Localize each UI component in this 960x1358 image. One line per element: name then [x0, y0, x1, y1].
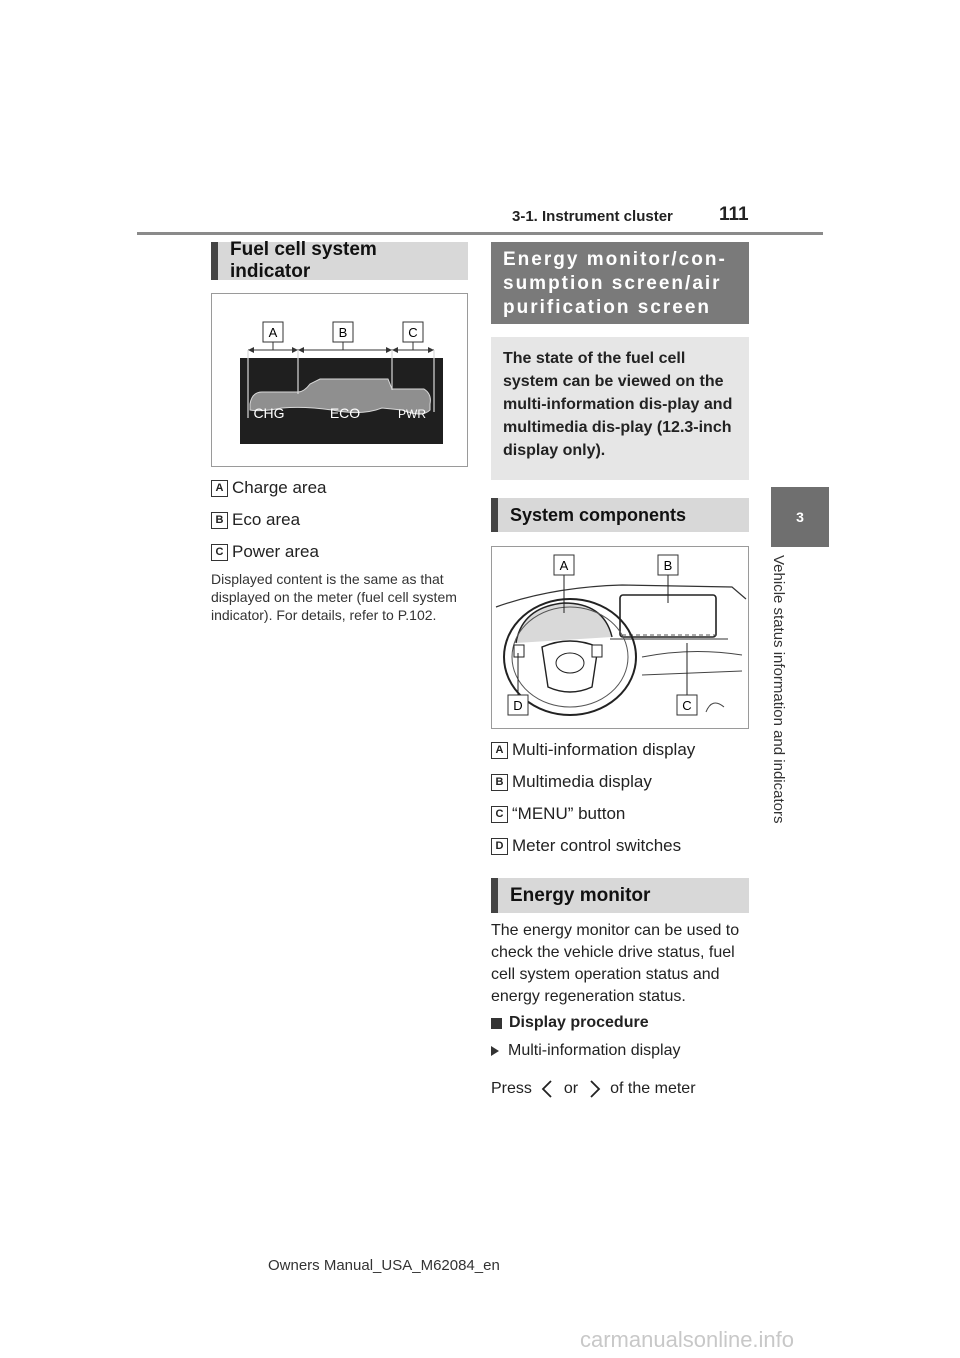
component-text-c: “MENU” button	[512, 804, 626, 823]
press-prefix: Press	[491, 1080, 532, 1097]
dashboard-illustration	[492, 547, 748, 728]
component-item-b	[491, 772, 652, 792]
figure-label-b: B	[338, 325, 348, 340]
procedure-item-row	[491, 1042, 681, 1060]
indicator-note: Displayed content is the same as that displayed on the meter (fuel cell system indicator). For details, refer to P.102.	[211, 571, 457, 623]
legend-text-a: Charge area	[232, 478, 327, 497]
component-label-a: A	[559, 558, 569, 573]
press-suffix: of the meter	[610, 1080, 696, 1097]
meter-label-eco: ECO	[329, 405, 361, 421]
legend-item-b	[211, 510, 300, 530]
fuel-cell-indicator-heading: Fuel cell system indicator	[211, 242, 468, 280]
press-or: or	[563, 1080, 579, 1097]
legend-item-a	[211, 478, 327, 498]
component-text-d: Meter control switches	[512, 836, 682, 855]
legend-text-c: Power area	[232, 542, 319, 561]
legend-badge-a: A	[211, 480, 228, 497]
legend-badge-b: B	[211, 512, 228, 529]
component-badge-c: C	[491, 806, 508, 823]
console-line-2	[642, 671, 742, 675]
component-badge-a: A	[491, 742, 508, 759]
triangle-bullet-icon	[491, 1046, 499, 1056]
meter-label-pwr: PWR	[398, 407, 426, 421]
page-number: 111	[719, 204, 749, 225]
energy-monitor-text: The energy monitor can be used to check the vehicle drive status, fuel cell system operation status and energy regeneration status.	[491, 922, 740, 1005]
console-line	[642, 651, 742, 657]
figure-label-a: A	[268, 325, 278, 340]
legend-item-c	[211, 542, 319, 562]
manual-id: Owners Manual_USA_M62084_en	[268, 1257, 500, 1274]
console-curve	[706, 703, 724, 712]
meter-control-switch-shape	[514, 645, 524, 657]
component-badge-b: B	[491, 774, 508, 791]
component-label-b: B	[663, 558, 673, 573]
legend-badge-c: C	[211, 544, 228, 561]
component-text-b: Multimedia display	[512, 772, 652, 791]
component-item-a	[491, 740, 695, 760]
component-badge-d: D	[491, 838, 508, 855]
figure-label-c: C	[408, 325, 418, 340]
section-title: 3-1. Instrument cluster	[512, 208, 673, 225]
chapter-title: Vehicle status information and indicators	[770, 555, 787, 824]
chevron-right-icon	[580, 1078, 608, 1100]
watermark: carmanualsonline.info	[580, 1327, 795, 1352]
procedure-item: Multi-information display	[508, 1042, 681, 1059]
summary-box: The state of the fuel cell system can be viewed on the multi-information dis-play and multimedia dis-play (12.3-inch display only).	[491, 337, 749, 480]
meter-label-chg: CHG	[253, 405, 285, 421]
system-components-heading: System components	[491, 498, 749, 532]
system-components-figure	[491, 546, 749, 729]
square-bullet-icon	[491, 1018, 502, 1029]
component-label-c: C	[682, 698, 692, 713]
component-item-c	[491, 804, 625, 824]
fuel-cell-indicator-figure	[211, 293, 468, 467]
component-text-a: Multi-information display	[512, 740, 696, 759]
chevron-left-icon	[534, 1078, 562, 1100]
component-item-d	[491, 836, 681, 856]
procedure-heading: Display procedure	[509, 1014, 649, 1031]
header-divider	[137, 232, 823, 235]
component-label-d: D	[513, 698, 523, 713]
steering-hub	[542, 641, 598, 692]
right-switch-shape	[592, 645, 602, 657]
chapter-tab: 3	[771, 487, 829, 547]
press-instruction	[491, 1078, 696, 1100]
chapter-title-vertical	[771, 555, 801, 870]
procedure-heading-row	[491, 1014, 649, 1032]
legend-text-b: Eco area	[232, 510, 301, 529]
energy-monitor-heading: Energy monitor	[491, 878, 749, 913]
energy-monitor-screen-heading: Energy monitor/con-sumption screen/air purification screen	[491, 242, 749, 324]
fuel-cell-indicator-illustration	[212, 294, 467, 466]
